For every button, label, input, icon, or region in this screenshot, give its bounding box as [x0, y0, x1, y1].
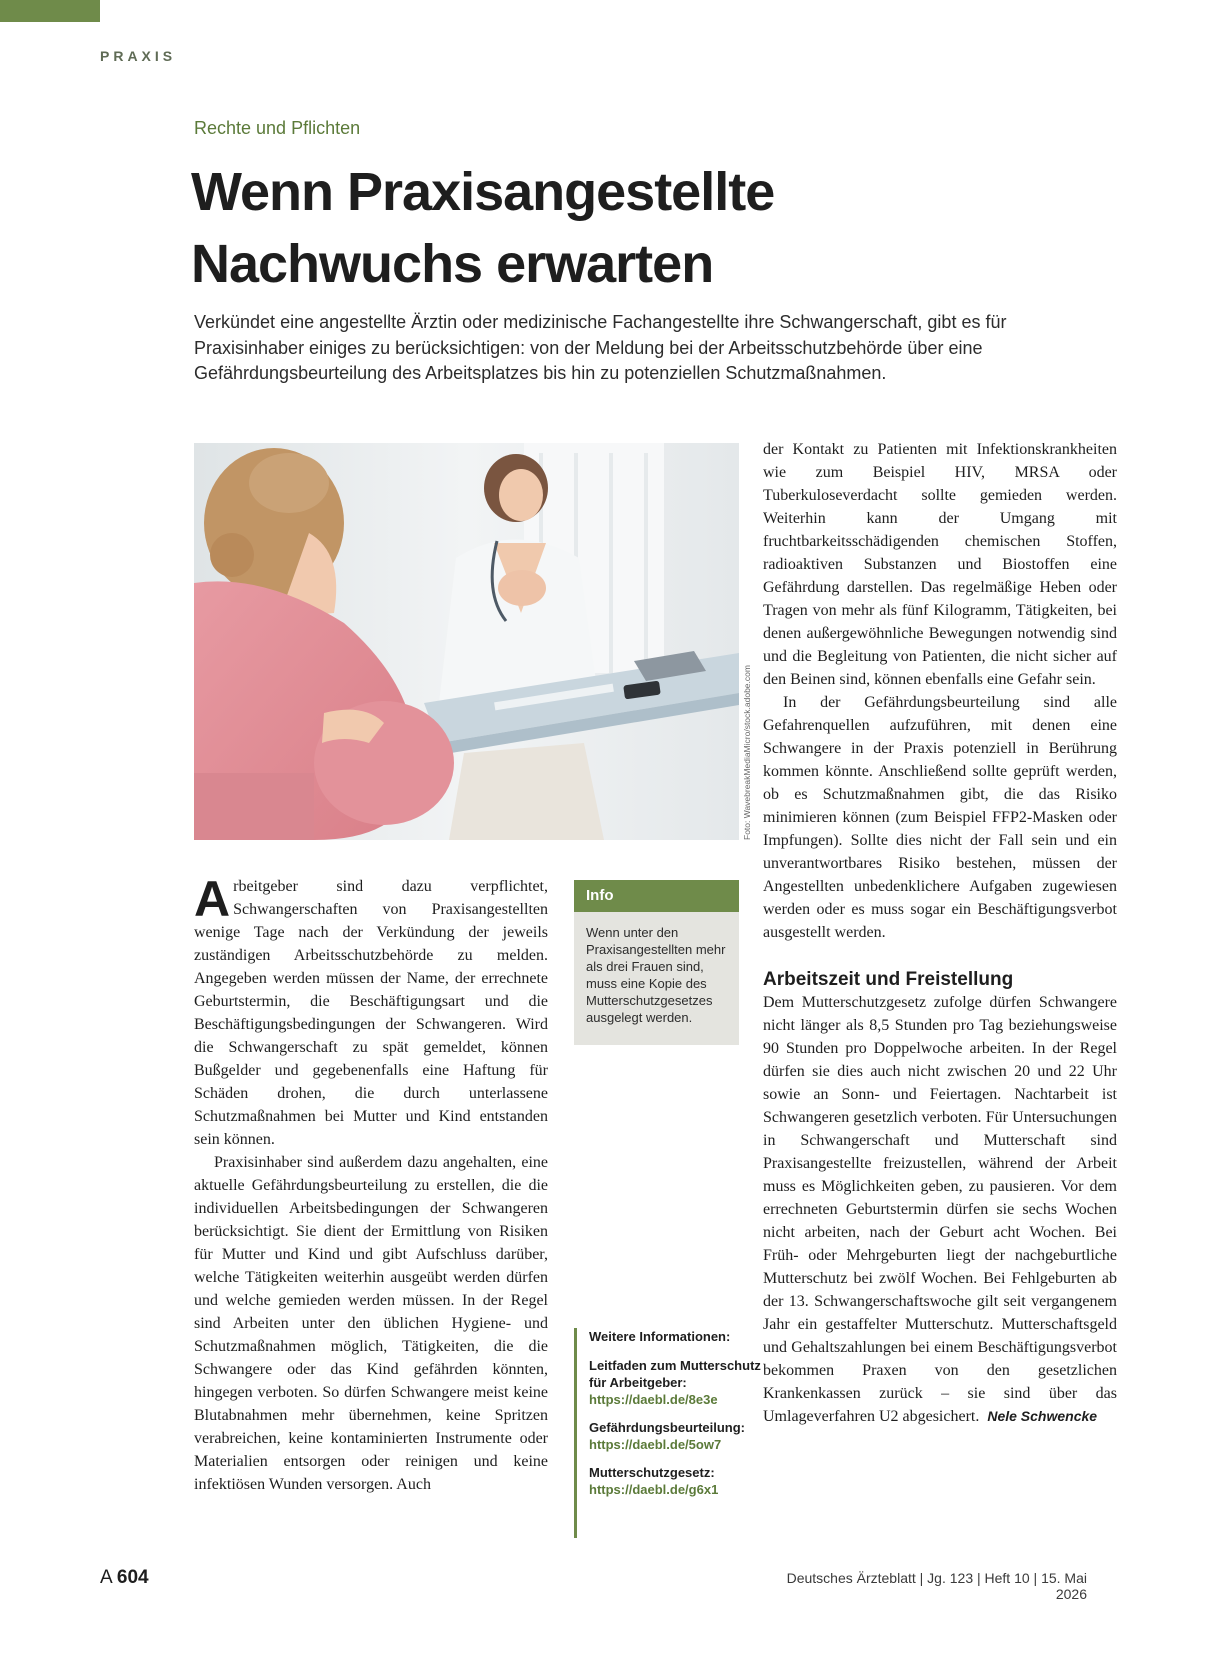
article-title	[191, 156, 1091, 300]
info-box-text: Wenn unter den Praxisangestellten mehr als drei Frauen sind, muss eine Kopie des Mutterschutzgesetzes ausgelegt werden.	[586, 925, 726, 1025]
article-kicker: Rechte und Pflichten	[194, 118, 361, 138]
more-info-item	[589, 1357, 764, 1408]
more-info-label: Gefährdungsbeurteilung:	[589, 1420, 745, 1435]
section-color-bar	[0, 0, 100, 22]
body-paragraph	[763, 991, 1117, 1428]
body-column-right	[763, 438, 1117, 1538]
info-box-title: Info	[574, 880, 739, 912]
article-photo	[194, 443, 739, 840]
photo-illustration	[194, 443, 739, 840]
more-info-link[interactable]: https://daebl.de/5ow7	[589, 1437, 722, 1452]
body-paragraph	[194, 875, 548, 1151]
section-label: PRAXIS	[100, 48, 177, 64]
author-name: Nele Schwencke	[987, 1408, 1098, 1424]
body-paragraph: der Kontakt zu Patienten mit Infektionskrankheiten wie zum Beispiel HIV, MRSA oder Tuberkuloseverdacht sollte gemieden werden. Weiterhin kann der Umgang mit fruchtbarkeitsschädigenden chemischen Stoffen, radioaktiven Substanzen und Biostoffen eine Gefährdung darstellen. Das regelmäßige Heben oder Tragen von mehr als fünf Kilogramm, Tätigkeiten, bei denen außergewöhnliche Bewegungen notwendig sind und die Begleitung von Patienten, die nicht sicher auf den Beinen sind, können ebenfalls eine Gefahr sein.	[763, 441, 1117, 688]
more-info-item	[589, 1464, 764, 1498]
more-info-link[interactable]: https://daebl.de/8e3e	[589, 1392, 718, 1407]
body-column-left	[194, 875, 548, 1538]
subheading: Arbeitszeit und Freistellung	[763, 969, 1014, 990]
more-info-link[interactable]: https://daebl.de/g6x1	[589, 1482, 719, 1497]
journal-citation: Deutsches Ärzteblatt | Jg. 123 | Heft 10 | 15. Mai 2026	[786, 1570, 1087, 1602]
page-prefix: A	[100, 1567, 112, 1588]
body-paragraph: Praxisinhaber sind außerdem dazu angehalten, eine aktuelle Gefährdungsbeurteilung zu erstellen, die die individuellen Arbeitsbedingungen der Schwangeren berücksichtigt. Sie dient der Ermittlung von Risiken für Mutter und Kind und gibt Aufschluss darüber, welche Tätigkeiten weiterhin ausgeübt werden dürfen und welche gemieden werden müssen. In der Regel sind Arbeiten unter den üblichen Hygiene- und Schutzmaßnahmen möglich, Tätigkeiten, die die Schwangere oder das Kind gefährden könnten, hingegen verboten. So dürfen Schwangere meist keine Blutabnahmen mehr übernehmen, keine Spritzen verabreichen, keine kontaminierten Instrumente oder Materialien entsorgen oder reinigen und keine infektiösen Wunden versorgen. Auch	[194, 1154, 548, 1493]
page-number-value: 604	[116, 1567, 149, 1588]
title-line-1: Wenn Praxisangestellte	[191, 162, 775, 222]
more-info-box	[574, 1328, 764, 1538]
drop-cap: A	[194, 875, 231, 927]
body-paragraph: In der Gefährdungsbeurteilung sind alle Gefahrenquellen aufzuführen, mit denen eine Schwangere in der Praxis potenziell in Berührung kommen könnte. Anschließend sollte geprüft werden, ob es Schutzmaßnahmen gibt, die das Risiko minimieren können (zum Beispiel FFP2-Masken oder Impfungen). Sollte dies nicht der Fall sein und ein unverantwortbares Risiko bestehen, müssen der Angestellten unbedenklichere Aufgaben zugewiesen werden oder es muss sogar ein Beschäftigungsverbot ausgestellt werden.	[763, 694, 1117, 941]
more-info-label: Leitfaden zum Mutterschutz für Arbeitgeber:	[589, 1358, 761, 1390]
photo-credit: Foto: WavebreakMediaMicro/stock.adobe.com	[742, 665, 752, 840]
more-info-label: Mutterschutzgesetz:	[589, 1465, 715, 1480]
more-info-item	[589, 1419, 764, 1453]
article-lead: Verkündet eine angestellte Ärztin oder medizinische Fachangestellte ihre Schwangerschaft, gibt es für Praxisinhaber einiges zu berücksichtigen: von der Meldung bei der Arbeitsschutzbehörde über eine Gefährdungsbeurteilung des Arbeitsplatzes bis hin zu potenziellen Schutzmaßnahmen.	[194, 312, 1007, 383]
more-info-title: Weitere Informationen:	[589, 1329, 731, 1344]
paragraph-text: Dem Mutterschutzgesetz zufolge dürfen Schwangere nicht länger als 8,5 Stunden pro Tag beziehungsweise 90 Stunden pro Doppelwoche arbeiten. In der Regel dürfen sie dies auch nicht zwischen 20 und 22 Uhr sowie an Sonn- und Feiertagen. Nachtarbeit ist Schwangeren gesetzlich verboten. Für Untersuchungen in Schwangerschaft und Mutterschaft sind Praxisangestellte freizustellen, während der Arbeit muss es Möglichkeiten geben, zu pausieren. Vor dem errechneten Geburtstermin dürfen sie sechs Wochen nicht arbeiten, nach der Geburt acht Wochen. Bei Früh- oder Mehrgeburten liegt der nachgeburtliche Mutterschutz bei zwölf Wochen. Bei Fehlgeburten ab der 13. Schwangerschaftswoche gilt seit vergangenem Jahr ein gestaffelter Mutterschutz. Mutterschaftsgeld und Gehaltszahlungen bei einem Beschäftigungsverbot bekommen Praxen von den gesetzlichen Krankenkassen zurück – sie sind über das Umlageverfahren U2 abgesichert.	[763, 994, 1117, 1425]
title-line-2: Nachwuchs erwarten	[191, 234, 714, 294]
paragraph-text: rbeitgeber sind dazu verpflichtet, Schwangerschaften von Praxisangestellten wenige Tage nach der Verkündung der jeweils zuständigen Arbeitsschutzbehörde zu melden. Angegeben werden müssen der Name, der errechnete Geburtstermin, die Beschäftigungsart und die Beschäftigungsbedingungen der Schwangeren. Wird die Schwangerschaft zu spät gemeldet, können Bußgelder und gegebenenfalls eine Haftung für Schäden drohen, die durch unterlassene Schutzmaßnahmen bei Mutter und Kind entstanden sein können.	[194, 878, 548, 1148]
info-box	[574, 880, 739, 1045]
page-number	[100, 1567, 149, 1589]
